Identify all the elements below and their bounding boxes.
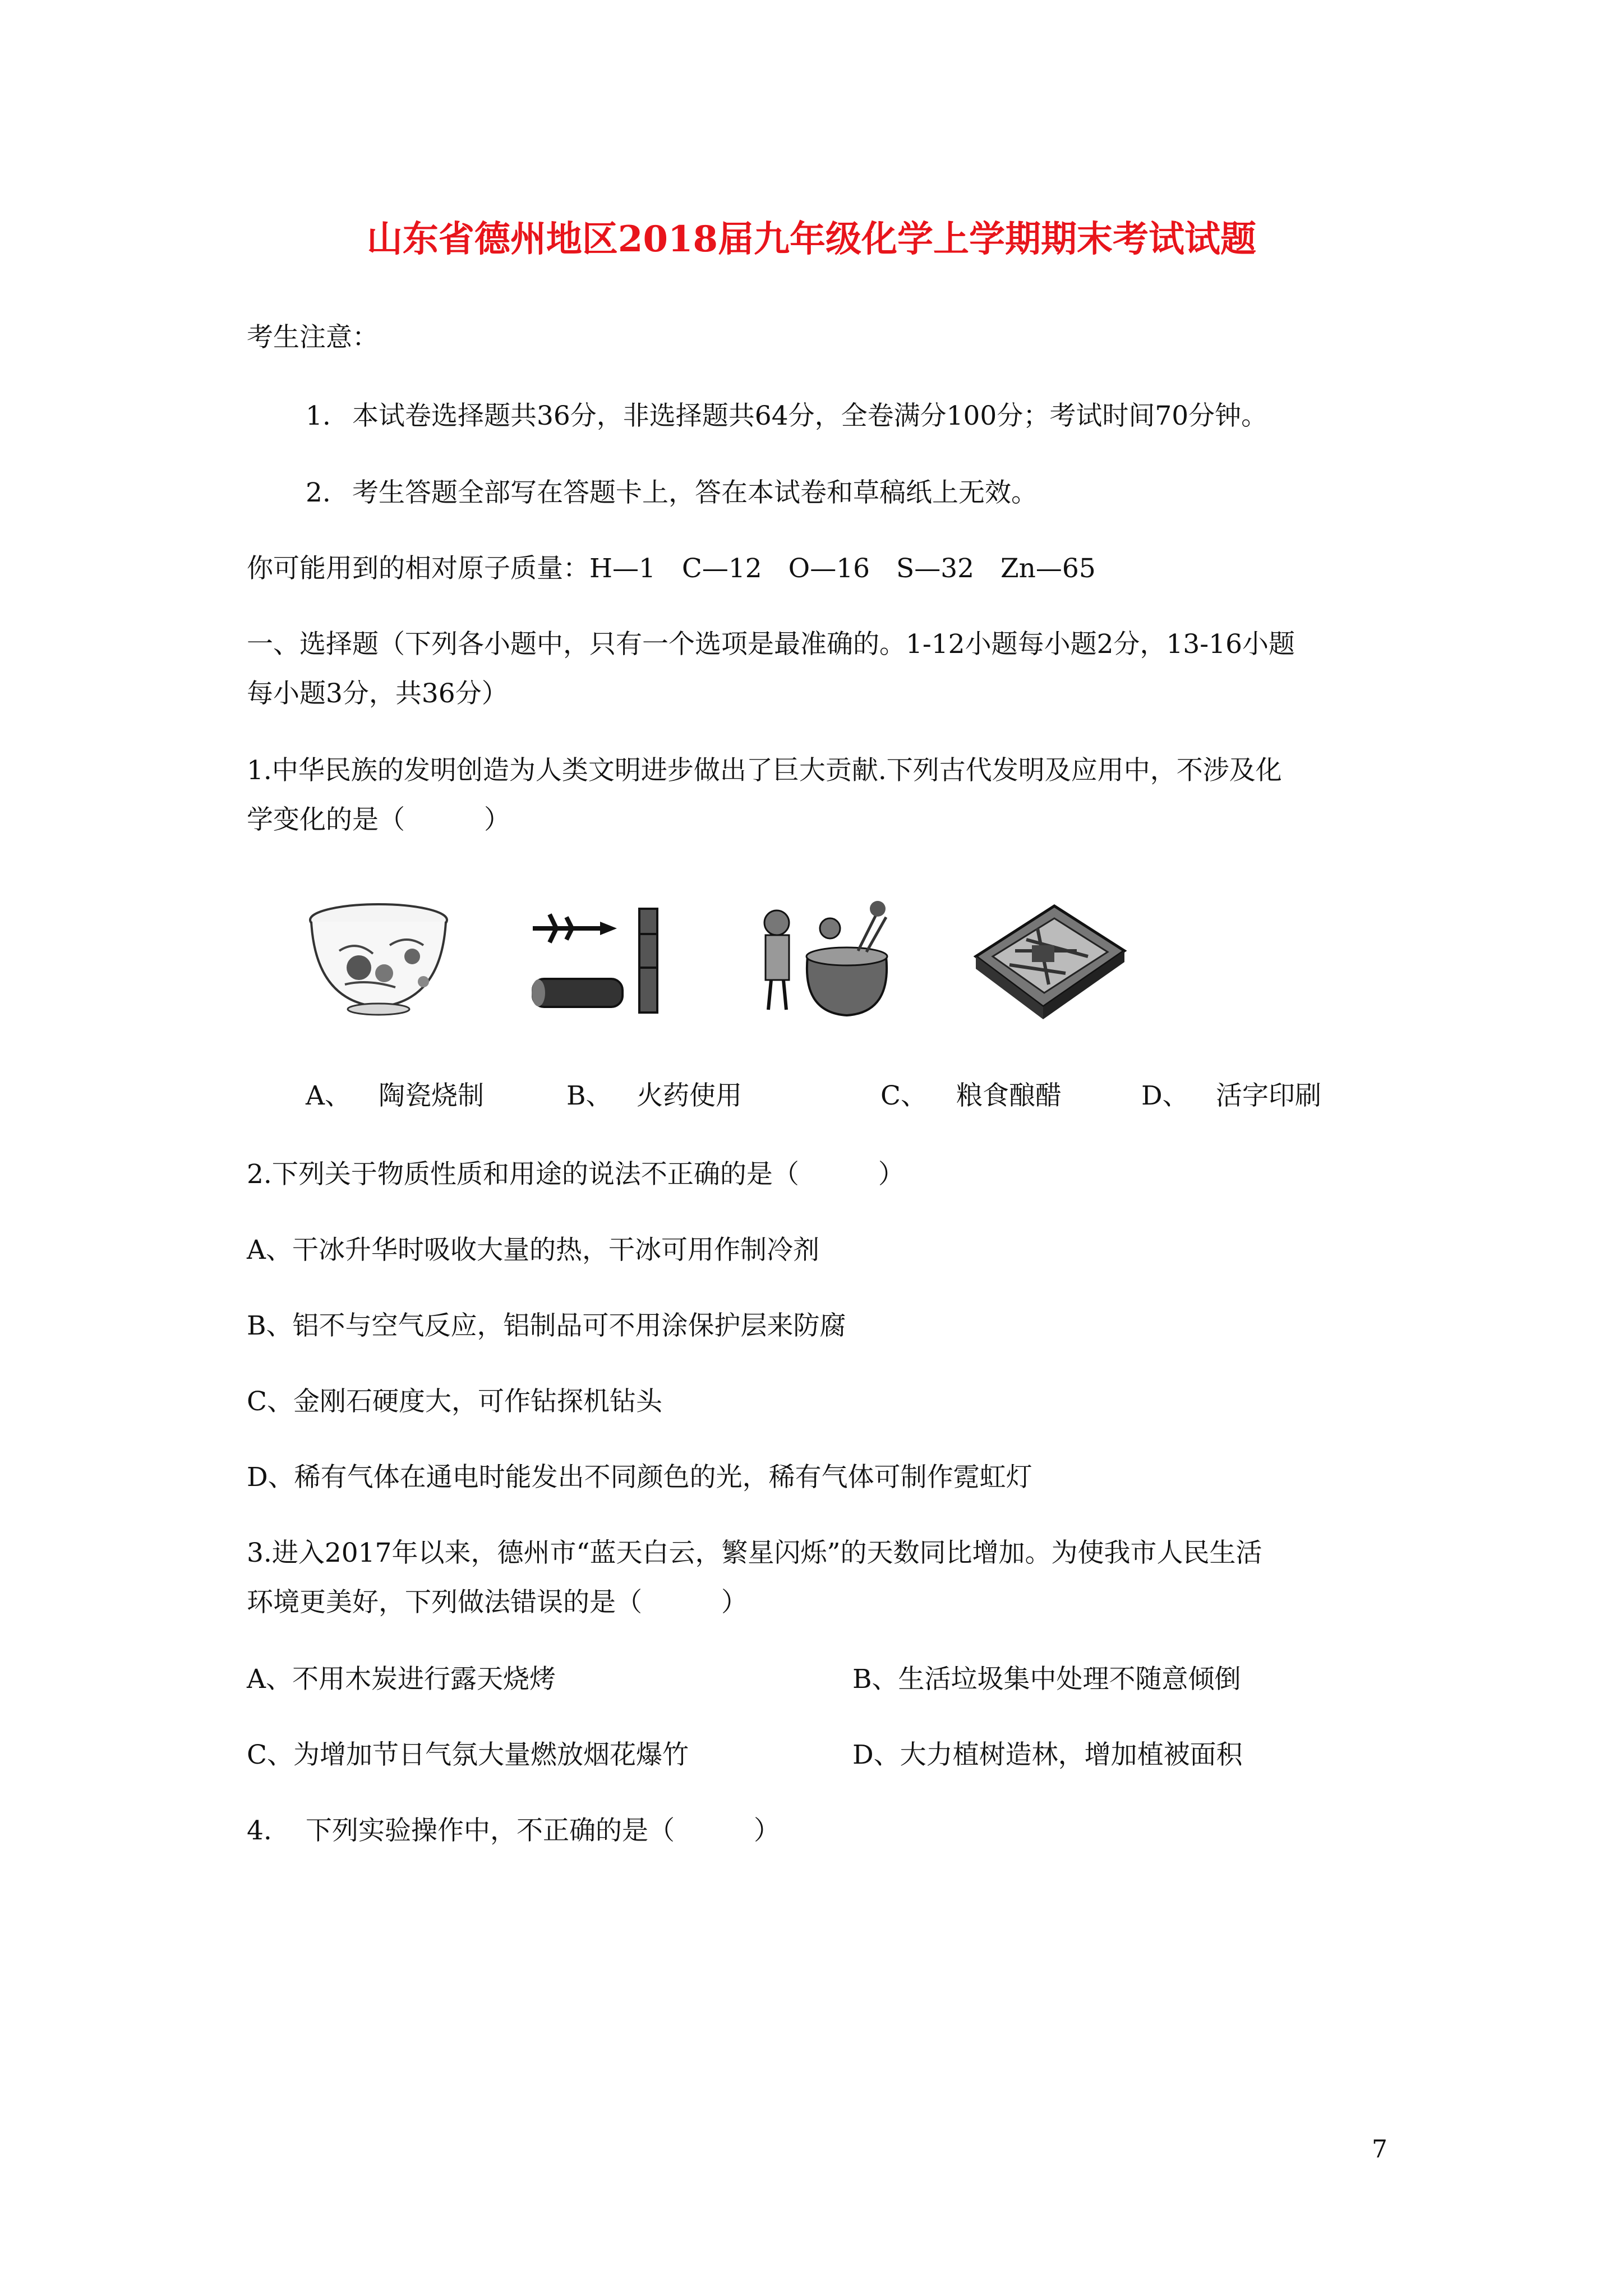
- option-c-text: 粮食酿醋: [956, 1080, 1062, 1111]
- question-2-option-d: D、稀有气体在通电时能发出不同颜色的光，稀有气体可制作霓虹灯: [247, 1462, 1032, 1493]
- page-title: 山东省德州地区2018届九年级化学上学期期末考试试题: [366, 218, 1257, 260]
- option-c-letter: C、: [880, 1080, 927, 1111]
- question-3-option-b: B、生活垃圾集中处理不随意倾倒: [852, 1664, 1241, 1695]
- section-heading-cont: 每小题3分，共36分）: [247, 678, 508, 709]
- question-2-option-a: A、干冰升华时吸收大量的热，干冰可用作制冷剂: [247, 1235, 819, 1266]
- porcelain-bowl-image: [306, 889, 451, 1024]
- option-b-text: 火药使用: [637, 1080, 742, 1111]
- notice-item-text: 考生答题全部写在答题卡上，答在本试卷和草稿纸上无效。: [352, 477, 1038, 508]
- question-3-option-d: D、大力植树造林，增加植被面积: [852, 1740, 1243, 1770]
- notice-heading: 考生注意：: [247, 322, 379, 353]
- page-number: 7: [1372, 2135, 1387, 2164]
- notice-item-number: 1.: [306, 401, 331, 431]
- notice-item-text: 本试卷选择题共36分，非选择题共64分，全卷满分100分；考试时间70分钟。: [352, 401, 1268, 431]
- question-4-number: 4.: [247, 1815, 272, 1846]
- question-2-option-b: B、铝不与空气反应，铝制品可不用涂保护层来防腐: [247, 1310, 846, 1341]
- atomic-masses-line: 你可能用到的相对原子质量：H—1 C—12 O—16 S—32 Zn—65: [247, 553, 1096, 584]
- option-a-text: 陶瓷烧制: [379, 1080, 484, 1111]
- question-3-stem-cont: 环境更美好，下列做法错误的是（ ）: [247, 1587, 748, 1618]
- notice-item-number: 2.: [306, 477, 331, 508]
- option-d-letter: D、: [1141, 1080, 1189, 1111]
- section-heading: 一、选择题（下列各小题中，只有一个选项是最准确的。1-12小题每小题2分，13-16小题: [247, 629, 1295, 660]
- question-4-stem: 下列实验操作中，不正确的是（ ）: [306, 1815, 780, 1846]
- question-3-option-a: A、不用木炭进行露天烧烤: [247, 1664, 556, 1695]
- option-d-text: 活字印刷: [1216, 1080, 1321, 1111]
- question-2-option-c: C、金刚石硬度大，可作钻探机钻头: [247, 1386, 662, 1417]
- question-1-stem: 1.中华民族的发明创造为人类文明进步做出了巨大贡献.下列古代发明及应用中，不涉及化: [247, 755, 1282, 786]
- question-3-option-c: C、为增加节日气氛大量燃放烟花爆竹: [247, 1740, 689, 1770]
- question-2-stem: 2.下列关于物质性质和用途的说法不正确的是（ ）: [247, 1159, 905, 1190]
- question-1-stem-cont: 学变化的是（ ）: [247, 804, 510, 835]
- gunpowder-weapons-image: [522, 889, 679, 1024]
- option-b-letter: B、: [566, 1080, 612, 1111]
- question-3-stem: 3.进入2017年以来，德州市“蓝天白云，繁星闪烁”的天数同比增加。为使我市人民生活: [247, 1538, 1262, 1568]
- movable-type-printing-image: [965, 889, 1133, 1024]
- option-a-letter: A、: [306, 1080, 351, 1111]
- vinegar-brewing-image: [746, 889, 903, 1024]
